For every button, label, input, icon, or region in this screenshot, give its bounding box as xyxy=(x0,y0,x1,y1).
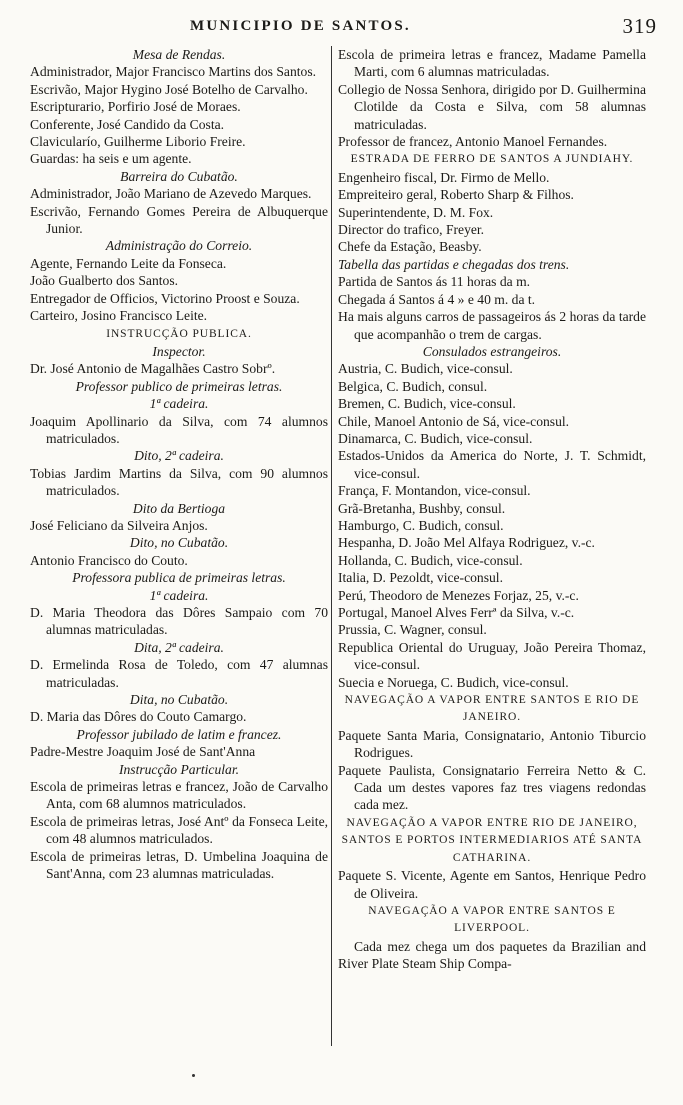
list-entry: Italia, D. Pezoldt, vice-consul. xyxy=(338,570,503,586)
list-entry: Professor de francez, Antonio Manoel Fernandes. xyxy=(338,134,608,150)
list-entry: Belgica, C. Budich, consul. xyxy=(338,378,488,394)
section-heading: Professora publica de primeiras letras. xyxy=(72,570,286,586)
paragraph: Cada mez chega um dos paquetes da Brazilian and River Plate Steam Ship Compa- xyxy=(338,938,646,972)
left-column xyxy=(30,46,328,883)
section-heading: 1ª cadeira. xyxy=(149,396,209,412)
list-entry: Paquete S. Vicente, Agente em Santos, Henrique Pedro de Oliveira. xyxy=(338,868,646,901)
section-caps-heading: INSTRUCÇÃO PUBLICA. xyxy=(106,327,252,340)
list-entry: Empreiteiro geral, Roberto Sharp & Filhos. xyxy=(338,187,574,203)
list-entry: Escola de primeira letras e francez, Madame Pamella Marti, com 6 alumnas matriculadas. xyxy=(338,47,646,80)
section-caps-heading: NAVEGAÇÃO A VAPOR ENTRE RIO DE JANEIRO, SANTOS E PORTOS INTERMEDIARIOS ATÉ SANTA CATHARINA. xyxy=(341,816,643,864)
list-entry: Chefe da Estação, Beasby. xyxy=(338,239,482,255)
section-heading: Dito, no Cubatão. xyxy=(129,535,229,551)
section-heading: Instrucção Particular. xyxy=(118,761,240,777)
section-caps-heading: NAVEGAÇÃO A VAPOR ENTRE SANTOS E RIO DE JANEIRO. xyxy=(344,694,640,724)
list-entry: Hollanda, C. Budich, vice-consul. xyxy=(338,552,523,568)
list-entry: Chile, Manoel Antonio de Sá, vice-consul. xyxy=(338,413,570,429)
section-caps-heading: ESTRADA DE FERRO DE SANTOS A JUNDIAHY. xyxy=(350,153,634,166)
list-entry: Suecia e Noruega, C. Budich, vice-consul. xyxy=(338,674,569,690)
section-heading: Tabella das partidas e chegadas dos trens. xyxy=(338,256,570,272)
list-entry: Escrivão, Major Hygino José Botelho de Carvalho. xyxy=(30,81,308,97)
ink-dot xyxy=(192,1074,195,1077)
list-entry: Superintendente, D. M. Fox. xyxy=(338,204,494,220)
list-entry: Escrivão, Fernando Gomes Pereira de Albuquerque Junior. xyxy=(30,203,328,237)
section-heading: Barreira do Cubatão. xyxy=(120,168,238,184)
list-entry: Paquete Santa Maria, Consignatario, Antonio Tiburcio Rodrigues. xyxy=(338,727,646,761)
list-entry: Bremen, C. Budich, vice-consul. xyxy=(338,396,516,412)
right-column xyxy=(338,46,646,973)
section-heading: Professor jubilado de latim e francez. xyxy=(76,726,282,742)
list-entry: Tobias Jardim Martins da Silva, com 90 alumnos matriculados. xyxy=(30,465,328,499)
list-entry: Perú, Theodoro de Menezes Forjaz, 25, v.-c. xyxy=(338,587,579,603)
section-heading: Inspector. xyxy=(152,343,206,359)
section-heading: Consulados estrangeiros. xyxy=(422,343,562,359)
list-entry: Engenheiro fiscal, Dr. Firmo de Mello. xyxy=(338,169,550,185)
list-entry: Prussia, C. Wagner, consul. xyxy=(338,622,487,638)
list-entry: Chegada á Santos á 4 » e 40 m. da t. xyxy=(338,291,536,307)
list-entry: Escola de primeiras letras, D. Umbelina Joaquina de Sant'Anna, com 23 alumnas matriculadas. xyxy=(30,848,328,882)
list-entry: Carteiro, Josino Francisco Leite. xyxy=(30,308,208,324)
list-entry: Ha mais alguns carros de passageiros ás 2 horas da tarde que acompanhão o trem de cargas. xyxy=(338,309,646,342)
section-heading: Dito, 2ª cadeira. xyxy=(134,448,224,464)
list-entry: D. Maria Theodora das Dôres Sampaio com 70 alumnas matriculadas. xyxy=(30,605,328,638)
list-entry: Hespanha, D. João Mel Alfaya Rodriguez, v.-c. xyxy=(338,535,595,551)
page-title: MUNICIPIO DE SANTOS. xyxy=(190,18,411,34)
list-entry: Guardas: ha seis e um agente. xyxy=(30,151,192,167)
section-heading: Mesa de Rendas. xyxy=(132,47,226,62)
list-entry: Republica Oriental do Uruguay, João Pereira Thomaz, vice-consul. xyxy=(338,639,646,673)
list-entry: Collegio de Nossa Senhora, dirigido por D. Guilhermina Clotilde da Costa e Silva, com 58 alumnas matriculadas. xyxy=(338,81,646,132)
list-entry: Director do trafico, Freyer. xyxy=(338,222,485,238)
list-entry: Austria, C. Budich, vice-consul. xyxy=(338,361,513,377)
section-heading: Professor publico de primeiras letras. xyxy=(75,378,283,394)
list-entry: Paquete Paulista, Consignatario Ferreira Netto & C. Cada um destes vapores faz tres viagens redondas cada mez. xyxy=(338,762,646,813)
list-entry: D. Maria das Dôres do Couto Camargo. xyxy=(30,709,247,725)
list-entry: Escola de primeiras letras, José Antº da Fonseca Leite, com 48 alumnos matriculados. xyxy=(30,813,328,847)
list-entry: Administrador, Major Francisco Martins dos Santos. xyxy=(30,64,317,80)
column-divider xyxy=(331,46,332,1046)
section-heading: Dita, no Cubatão. xyxy=(129,692,229,708)
list-entry: Hamburgo, C. Budich, consul. xyxy=(338,517,504,533)
section-heading: Dita, 2ª cadeira. xyxy=(134,639,224,655)
list-entry: João Gualberto dos Santos. xyxy=(30,273,179,289)
list-entry: Dr. José Antonio de Magalhães Castro Sobrº. xyxy=(30,361,276,377)
list-entry: Padre-Mestre Joaquim José de Sant'Anna xyxy=(30,744,256,760)
list-entry: Joaquim Apollinario da Silva, com 74 alumnos matriculados. xyxy=(30,413,328,446)
list-entry: Clavicularío, Guilherme Liborio Freire. xyxy=(30,134,246,150)
list-entry: Escola de primeiras letras e francez, João de Carvalho Anta, com 68 alumnos matriculados. xyxy=(30,779,328,812)
list-entry: França, F. Montandon, vice-consul. xyxy=(338,483,531,499)
list-entry: Grã-Bretanha, Bushby, consul. xyxy=(338,500,506,516)
list-entry: José Feliciano da Silveira Anjos. xyxy=(30,517,208,533)
section-heading: Administração do Correio. xyxy=(105,238,253,254)
list-entry: Agente, Fernando Leite da Fonseca. xyxy=(30,255,227,271)
list-entry: D. Ermelinda Rosa de Toledo, com 47 alumnas matriculadas. xyxy=(30,657,328,690)
page-header xyxy=(0,14,683,40)
page-number: 319 xyxy=(622,14,657,38)
section-heading: Dito da Bertioga xyxy=(132,500,226,516)
list-entry: Conferente, José Candido da Costa. xyxy=(30,116,225,132)
list-entry: Portugal, Manoel Alves Ferrª da Silva, v.-c. xyxy=(338,605,575,620)
list-entry: Entregador de Officios, Victorino Proost e Souza. xyxy=(30,290,300,306)
list-entry: Estados-Unidos da America do Norte, J. T. Schmidt, vice-consul. xyxy=(338,448,646,481)
list-entry: Dinamarca, C. Budich, vice-consul. xyxy=(338,430,533,446)
list-entry: Antonio Francisco do Couto. xyxy=(30,552,188,568)
list-entry: Escripturario, Porfirio José de Moraes. xyxy=(30,99,241,115)
section-caps-heading: NAVEGAÇÃO A VAPOR ENTRE SANTOS E LIVERPOOL. xyxy=(368,904,616,935)
list-entry: Partida de Santos ás 11 horas da m. xyxy=(338,274,531,290)
list-entry: Administrador, João Mariano de Azevedo Marques. xyxy=(30,186,312,202)
section-heading: 1ª cadeira. xyxy=(149,587,209,603)
